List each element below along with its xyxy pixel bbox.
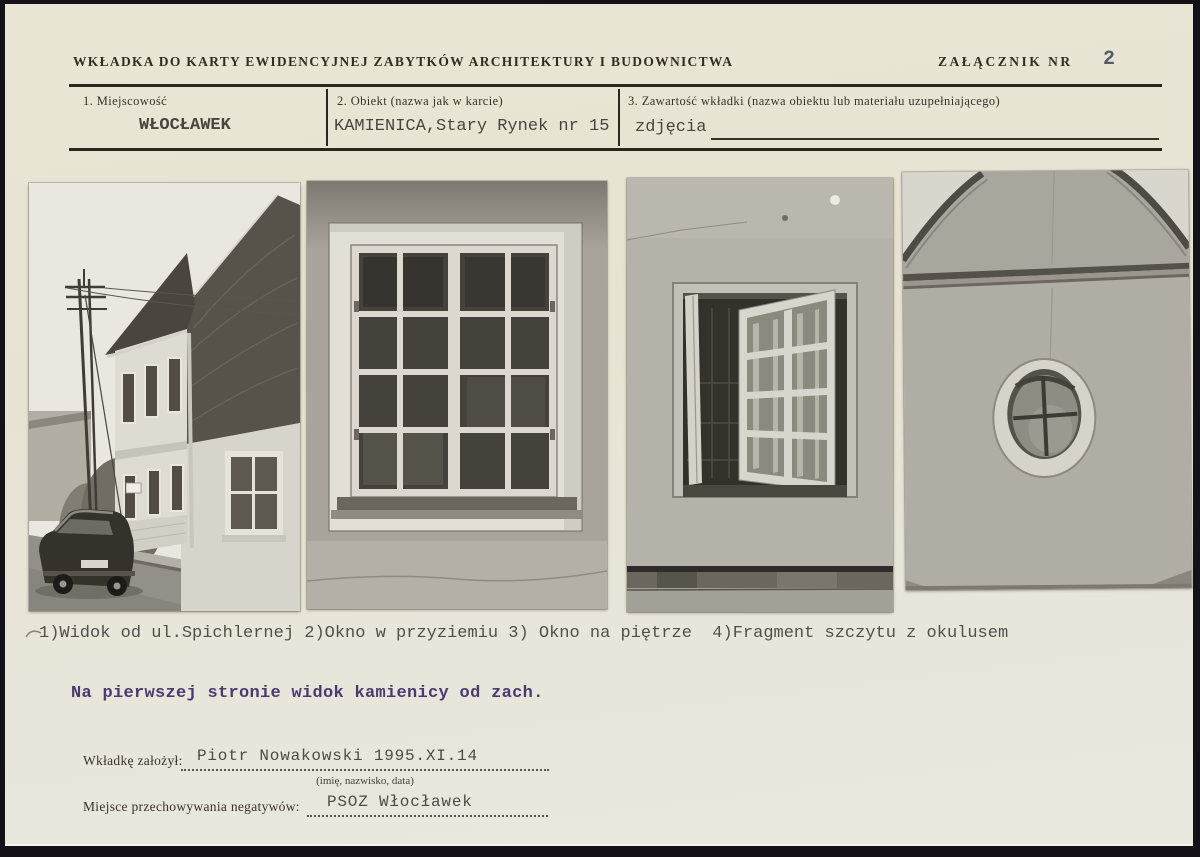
field-contents-value: zdjęcia (635, 118, 707, 137)
negatives-rule (307, 815, 548, 817)
photo-1-street-view (29, 183, 300, 611)
field-locality-value: WŁOCŁAWEK (139, 116, 231, 135)
table-divider-1 (326, 89, 328, 146)
field-contents-label: 3. Zawartość wkładki (nazwa obiektu lub materiału uzupełniającego) (628, 94, 1001, 108)
photo-3-upper-floor-window (627, 178, 893, 612)
photo-2-ground-floor-window (307, 181, 607, 609)
negatives-label: Miejsce przechowywania negatywów: (83, 799, 300, 814)
founder-label: Wkładkę założył: (83, 753, 183, 768)
field-locality-label: 1. Miejscowość (83, 94, 168, 108)
field-contents-rule (711, 138, 1159, 140)
form-table (69, 84, 1162, 151)
street-view-illustration (29, 183, 300, 611)
negatives-value: PSOZ Włocławek (327, 793, 473, 811)
photo-4-gable-oculus (902, 170, 1192, 590)
oculus-illustration (902, 170, 1192, 590)
founder-value: Piotr Nowakowski 1995.XI.14 (197, 747, 478, 765)
table-divider-2 (618, 89, 620, 146)
handwritten-note: Na pierwszej stronie widok kamienicy od zach. (71, 684, 544, 703)
founder-rule (181, 769, 549, 771)
paper-sheet (5, 4, 1193, 846)
open-window-illustration (627, 178, 893, 612)
field-object-label: 2. Obiekt (nazwa jak w karcie) (337, 94, 504, 108)
founder-hint: (imię, nazwisko, data) (316, 775, 414, 787)
window-closeup-illustration (307, 181, 607, 609)
photo-caption: 1)Widok od ul.Spichlernej 2)Okno w przyziemiu 3) Okno na piętrze 4)Fragment szczytu z okulusem (39, 624, 1009, 643)
attachment-label: ZAŁĄCZNIK NR (938, 54, 1073, 69)
page-title: WKŁADKA DO KARTY EWIDENCYJNEJ ZABYTKÓW ARCHITEKTURY I BUDOWNICTWA (73, 54, 734, 69)
field-object-value: KAMIENICA,Stary Rynek nr 15 (334, 117, 610, 136)
attachment-number: 2 (1103, 48, 1116, 71)
